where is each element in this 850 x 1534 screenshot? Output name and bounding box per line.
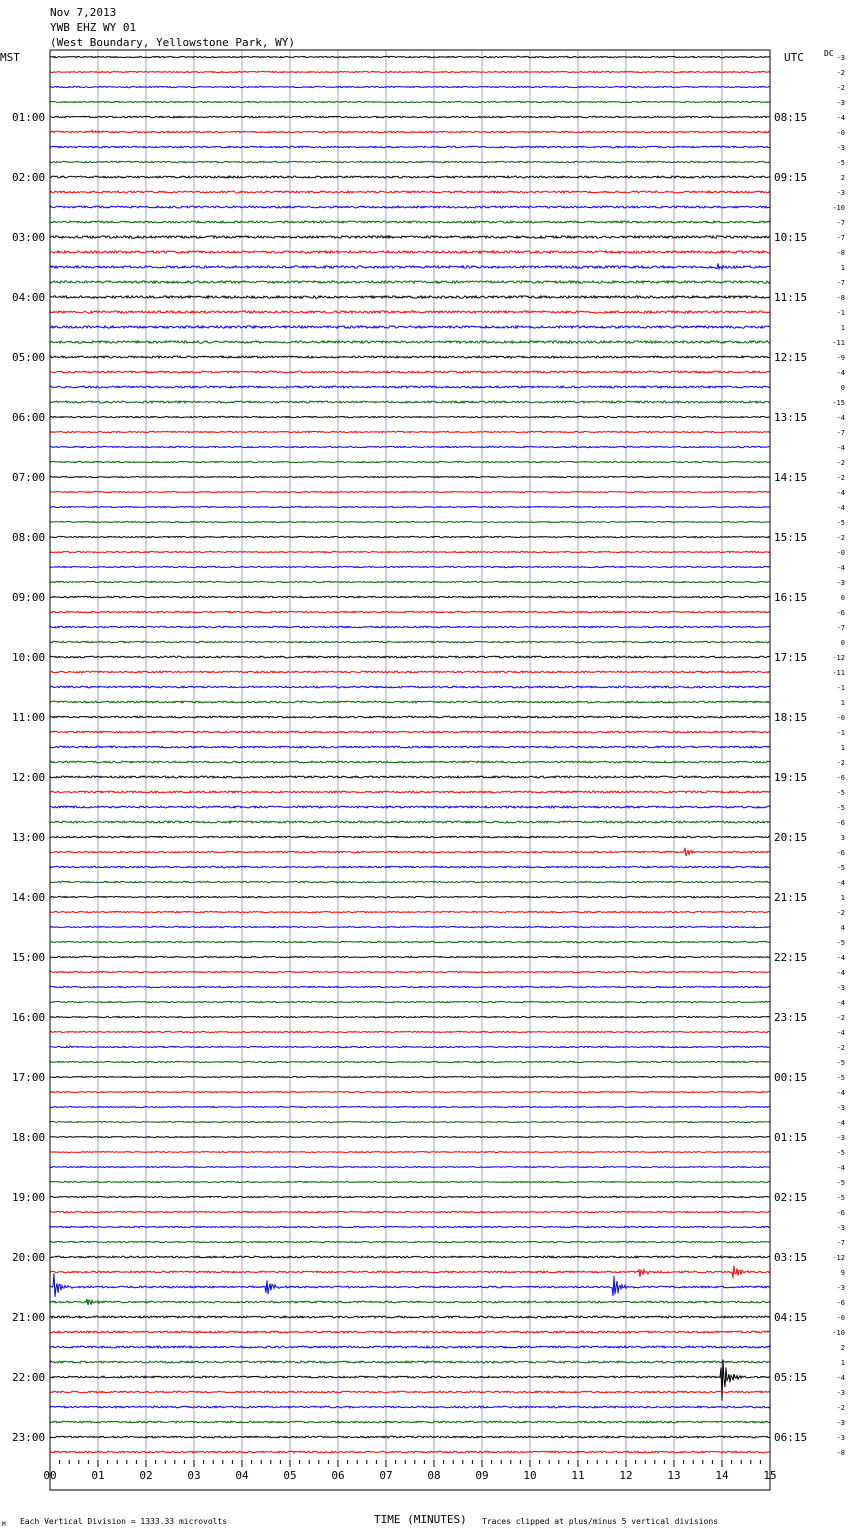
left-hour-label: 16:00 xyxy=(12,1011,46,1024)
dc-offset-value: 1 xyxy=(840,324,845,332)
right-hour-label: 14:15 xyxy=(774,471,808,484)
trace-row xyxy=(50,1077,770,1078)
dc-offset-value: -0 xyxy=(836,714,845,722)
dc-offset-value: -5 xyxy=(836,1149,845,1157)
dc-offset-value: -3 xyxy=(836,984,845,992)
trace-row xyxy=(50,1273,770,1297)
trace-row xyxy=(50,1001,770,1002)
trace-row xyxy=(50,446,770,447)
dc-offset-value: -5 xyxy=(836,159,845,167)
trace-row xyxy=(50,416,770,417)
dc-offset-value: -4 xyxy=(836,879,845,887)
left-hour-label: 08:00 xyxy=(12,531,46,544)
trace-row xyxy=(50,431,770,432)
x-axis-ticks xyxy=(43,1460,776,1482)
x-tick-label: 02 xyxy=(139,1469,153,1482)
dc-offset-value: 1 xyxy=(840,1359,845,1367)
trace-row xyxy=(50,86,770,87)
dc-offset-value: -11 xyxy=(832,339,845,347)
dc-offset-value: -7 xyxy=(836,1239,845,1247)
x-tick-label: 14 xyxy=(715,1469,729,1482)
trace-row xyxy=(50,1406,770,1408)
trace-row xyxy=(50,281,770,283)
dc-offset-value: 1 xyxy=(840,699,845,707)
trace-row xyxy=(50,492,770,493)
left-hour-label: 05:00 xyxy=(12,351,46,364)
dc-offset-value: -5 xyxy=(836,864,845,872)
dc-offset-value: -2 xyxy=(836,69,845,77)
trace-row xyxy=(50,221,770,223)
trace-row xyxy=(50,116,770,118)
trace-row xyxy=(50,848,770,856)
trace-row xyxy=(50,1299,770,1305)
dc-offset-value: 9 xyxy=(840,1269,845,1277)
trace-row xyxy=(50,941,770,942)
dc-offset-value: -9 xyxy=(836,354,845,362)
dc-offset-value: -3 xyxy=(836,99,845,107)
trace-row xyxy=(50,1107,770,1108)
dc-offset-value: -5 xyxy=(836,939,845,947)
trace-row xyxy=(50,671,770,673)
trace-row xyxy=(50,507,770,508)
trace-row xyxy=(50,1122,770,1123)
dc-offset-value: -7 xyxy=(836,429,845,437)
trace-row xyxy=(50,1211,770,1212)
trace-row xyxy=(50,1061,770,1062)
x-tick-label: 13 xyxy=(667,1469,681,1482)
right-hour-label: 23:15 xyxy=(774,1011,808,1024)
dc-offset-value: -2 xyxy=(836,459,845,467)
dc-offset-value: -6 xyxy=(836,1209,845,1217)
left-hour-label: 04:00 xyxy=(12,291,46,304)
trace-row xyxy=(50,401,770,403)
dc-offset-value: -11 xyxy=(832,669,845,677)
trace-row xyxy=(50,626,770,628)
x-axis-title: TIME (MINUTES) xyxy=(374,1513,467,1526)
left-hour-label: 06:00 xyxy=(12,411,46,424)
left-hour-label: 19:00 xyxy=(12,1191,46,1204)
trace-row xyxy=(50,776,770,778)
x-tick-label: 07 xyxy=(379,1469,393,1482)
trace-row xyxy=(50,986,770,987)
dc-offset-value: -2 xyxy=(836,909,845,917)
dc-offset-value: 1 xyxy=(840,894,845,902)
trace-row xyxy=(50,101,770,102)
trace-row xyxy=(50,386,770,388)
trace-row xyxy=(50,536,770,537)
trace-row xyxy=(50,56,770,57)
dc-offset-value: -3 xyxy=(836,1224,845,1232)
left-timezone-label: MST xyxy=(0,51,20,64)
trace-row xyxy=(50,1360,770,1401)
trace-row xyxy=(50,71,770,72)
dc-offset-value: -4 xyxy=(836,1119,845,1127)
dc-label: DC xyxy=(824,49,834,58)
trace-row xyxy=(50,551,770,552)
dc-offset-value: -7 xyxy=(836,624,845,632)
right-hour-label: 09:15 xyxy=(774,171,808,184)
trace-row xyxy=(50,1137,770,1138)
trace-row xyxy=(50,1241,770,1242)
right-hour-label: 15:15 xyxy=(774,531,808,544)
trace-row xyxy=(50,596,770,598)
x-tick-label: 03 xyxy=(187,1469,201,1482)
dc-offset-value: -6 xyxy=(836,819,845,827)
dc-offset-value: -5 xyxy=(836,789,845,797)
x-tick-label: 12 xyxy=(619,1469,633,1482)
right-hour-label: 20:15 xyxy=(774,831,808,844)
dc-offset-value: -6 xyxy=(836,609,845,617)
trace-row xyxy=(50,881,770,883)
dc-offset-value: -10 xyxy=(832,204,845,212)
trace-row xyxy=(50,761,770,763)
trace-row xyxy=(50,641,770,643)
left-hour-label: 17:00 xyxy=(12,1071,46,1084)
trace-row xyxy=(50,341,770,343)
trace-row xyxy=(50,296,770,298)
trace-row xyxy=(50,566,770,567)
left-hour-label: 02:00 xyxy=(12,171,46,184)
dc-offset-value: -5 xyxy=(836,519,845,527)
trace-row xyxy=(50,971,770,972)
dc-offset-value: -3 xyxy=(836,579,845,587)
dc-offset-value: -3 xyxy=(836,1104,845,1112)
right-hour-label: 12:15 xyxy=(774,351,808,364)
trace-row xyxy=(50,1331,770,1333)
dc-offset-value: -4 xyxy=(836,969,845,977)
trace-row xyxy=(50,461,770,462)
dc-offset-value: 1 xyxy=(840,744,845,752)
dc-offset-value: 4 xyxy=(840,924,845,932)
dc-offset-value: -12 xyxy=(832,1254,845,1262)
x-tick-label: 04 xyxy=(235,1469,249,1482)
x-tick-label: 09 xyxy=(475,1469,489,1482)
trace-row xyxy=(50,1196,770,1197)
right-hour-label: 21:15 xyxy=(774,891,808,904)
x-tick-label: 10 xyxy=(523,1469,537,1482)
dc-offset-value: -2 xyxy=(836,1044,845,1052)
trace-row xyxy=(50,130,770,133)
dc-offset-value: -2 xyxy=(836,474,845,482)
dc-offset-value: -3 xyxy=(836,1434,845,1442)
left-hour-label: 09:00 xyxy=(12,591,46,604)
dc-offset-value: -3 xyxy=(836,1389,845,1397)
dc-offset-value: -4 xyxy=(836,564,845,572)
dc-offset-value: -12 xyxy=(832,654,845,662)
trace-row xyxy=(50,1031,770,1032)
left-hour-label: 23:00 xyxy=(12,1431,46,1444)
right-hour-label: 00:15 xyxy=(774,1071,808,1084)
trace-row xyxy=(50,236,770,238)
x-tick-label: 05 xyxy=(283,1469,297,1482)
dc-offset-value: 1 xyxy=(840,264,845,272)
header-station: YWB EHZ WY 01 xyxy=(50,21,137,34)
trace-row xyxy=(50,1016,770,1017)
trace-row xyxy=(50,176,770,178)
trace-row xyxy=(50,1451,770,1453)
dc-offset-value: -4 xyxy=(836,489,845,497)
dc-offset-value: -4 xyxy=(836,1029,845,1037)
right-hour-label: 18:15 xyxy=(774,711,808,724)
dc-offset-value: -8 xyxy=(836,249,845,257)
dc-offset-value: -4 xyxy=(836,954,845,962)
dc-offset-value: -4 xyxy=(836,114,845,122)
dc-offset-value: -1 xyxy=(836,309,845,317)
dc-offset-value: 2 xyxy=(840,174,845,182)
dc-offset-value: -5 xyxy=(836,1179,845,1187)
right-hour-label: 06:15 xyxy=(774,1431,808,1444)
dc-offset-value: -1 xyxy=(836,729,845,737)
dc-offset-value: -6 xyxy=(836,774,845,782)
trace-row xyxy=(50,581,770,582)
x-tick-label: 00 xyxy=(43,1469,57,1482)
dc-offset-value: -2 xyxy=(836,1014,845,1022)
header-location: (West Boundary, Yellowstone Park, WY) xyxy=(50,36,296,49)
dc-offset-value: -7 xyxy=(836,279,845,287)
dc-offset-value: 0 xyxy=(840,384,845,392)
x-tick-label: 08 xyxy=(427,1469,441,1482)
footer-clip-note: Traces clipped at plus/minus 5 vertical divisions xyxy=(482,1517,719,1526)
dc-offset-value: -5 xyxy=(836,1059,845,1067)
trace-row xyxy=(50,911,770,912)
x-tick-label: 01 xyxy=(91,1469,105,1482)
trace-row xyxy=(50,161,770,163)
trace-row xyxy=(50,1421,770,1423)
right-hour-label: 22:15 xyxy=(774,951,808,964)
dc-offset-value: -8 xyxy=(836,294,845,302)
left-hour-label: 01:00 xyxy=(12,111,46,124)
seismic-traces xyxy=(50,56,770,1453)
x-tick-label: 15 xyxy=(763,1469,777,1482)
dc-offset-value: -3 xyxy=(836,1134,845,1142)
dc-offset-value: -0 xyxy=(836,549,845,557)
trace-row xyxy=(50,1226,770,1227)
right-hour-label: 11:15 xyxy=(774,291,808,304)
x-tick-label: 11 xyxy=(571,1469,585,1482)
left-hour-label: 21:00 xyxy=(12,1311,46,1324)
dc-offset-value: -3 xyxy=(836,189,845,197)
trace-row xyxy=(50,821,770,823)
trace-row xyxy=(50,522,770,523)
dc-offset-value: -10 xyxy=(832,1329,845,1337)
trace-row xyxy=(50,1256,770,1258)
trace-row xyxy=(50,731,770,733)
dc-offset-value: -8 xyxy=(836,1449,845,1457)
right-hour-label: 19:15 xyxy=(774,771,808,784)
trace-row xyxy=(50,1266,770,1279)
right-hour-label: 13:15 xyxy=(774,411,808,424)
dc-offset-value: -3 xyxy=(836,144,845,152)
dc-offset-value: -2 xyxy=(836,84,845,92)
right-hour-label: 04:15 xyxy=(774,1311,808,1324)
left-hour-label: 18:00 xyxy=(12,1131,46,1144)
right-hour-label: 01:15 xyxy=(774,1131,808,1144)
left-hour-label: 10:00 xyxy=(12,651,46,664)
trace-row xyxy=(50,656,770,658)
trace-row xyxy=(50,611,770,613)
dc-offset-value: -4 xyxy=(836,999,845,1007)
left-hour-label: 15:00 xyxy=(12,951,46,964)
dc-offset-value: -5 xyxy=(836,1074,845,1082)
dc-offset-value: -3 xyxy=(836,1284,845,1292)
trace-row xyxy=(50,806,770,808)
trace-row xyxy=(50,311,770,313)
dc-offset-value: -1 xyxy=(836,684,845,692)
trace-row xyxy=(50,251,770,253)
trace-row xyxy=(50,746,770,748)
dc-offset-value: -4 xyxy=(836,504,845,512)
right-hour-label: 05:15 xyxy=(774,1371,808,1384)
dc-offset-value: -7 xyxy=(836,234,845,242)
dc-offset-value: -4 xyxy=(836,414,845,422)
right-hour-label: 08:15 xyxy=(774,111,808,124)
trace-row xyxy=(50,701,770,703)
trace-row xyxy=(50,896,770,897)
trace-row xyxy=(50,1167,770,1168)
dc-offset-value: -4 xyxy=(836,444,845,452)
right-hour-label: 10:15 xyxy=(774,231,808,244)
trace-row xyxy=(50,686,770,688)
trace-row xyxy=(50,1391,770,1393)
dc-offset-value: 0 xyxy=(840,594,845,602)
trace-row xyxy=(50,1182,770,1183)
header-date: Nov 7,2013 xyxy=(50,6,117,19)
left-hour-label: 14:00 xyxy=(12,891,46,904)
footer-scale-note: Each Vertical Division = 1333.33 microvolts xyxy=(20,1517,228,1526)
trace-row xyxy=(50,326,770,328)
trace-row xyxy=(50,1346,770,1348)
dc-offset-value: -6 xyxy=(836,849,845,857)
right-timezone-label: UTC xyxy=(784,51,804,64)
dc-offset-value: -2 xyxy=(836,534,845,542)
trace-row xyxy=(50,371,770,373)
trace-row xyxy=(50,1361,770,1363)
right-hour-label: 02:15 xyxy=(774,1191,808,1204)
left-hour-label: 07:00 xyxy=(12,471,46,484)
dc-offset-value: 3 xyxy=(840,834,845,842)
trace-row xyxy=(50,1152,770,1153)
dc-offset-value: -4 xyxy=(836,1374,845,1382)
trace-row xyxy=(50,956,770,957)
trace-row xyxy=(50,791,770,793)
trace-row xyxy=(50,356,770,358)
left-hour-label: 13:00 xyxy=(12,831,46,844)
dc-offset-value: -0 xyxy=(836,129,845,137)
trace-row xyxy=(50,836,770,838)
left-hour-label: 20:00 xyxy=(12,1251,46,1264)
trace-row xyxy=(50,1316,770,1318)
dc-offset-value: -4 xyxy=(836,1089,845,1097)
dc-offset-value: -2 xyxy=(836,759,845,767)
dc-offset-value: -7 xyxy=(836,219,845,227)
left-hour-label: 03:00 xyxy=(12,231,46,244)
trace-row xyxy=(50,716,770,718)
x-tick-label: 06 xyxy=(331,1469,345,1482)
trace-row xyxy=(50,1092,770,1093)
left-hour-label: 12:00 xyxy=(12,771,46,784)
footer-corner-mark: M xyxy=(2,1521,6,1528)
dc-offset-value: -5 xyxy=(836,804,845,812)
trace-row xyxy=(50,206,770,208)
dc-offset-value: -3 xyxy=(836,1419,845,1427)
trace-row xyxy=(50,146,770,148)
trace-row xyxy=(50,926,770,927)
vertical-gridlines xyxy=(98,50,722,1460)
dc-offset-value: -4 xyxy=(836,1164,845,1172)
dc-offset-value: 2 xyxy=(840,1344,845,1352)
right-hour-label: 17:15 xyxy=(774,651,808,664)
trace-row xyxy=(50,191,770,193)
trace-row xyxy=(50,1436,770,1438)
trace-row xyxy=(50,264,770,270)
dc-offset-value: -3 xyxy=(836,54,845,62)
dc-offset-value: -6 xyxy=(836,1299,845,1307)
trace-row xyxy=(50,477,770,478)
dc-offset-value: 0 xyxy=(840,639,845,647)
dc-offset-value: -4 xyxy=(836,369,845,377)
dc-offset-value: -2 xyxy=(836,1404,845,1412)
dc-offset-column xyxy=(832,54,845,1457)
dc-offset-value: -5 xyxy=(836,1194,845,1202)
left-hour-label: 11:00 xyxy=(12,711,46,724)
dc-offset-value: -0 xyxy=(836,1314,845,1322)
left-hour-label: 22:00 xyxy=(12,1371,46,1384)
trace-row xyxy=(50,1046,770,1047)
right-hour-label: 03:15 xyxy=(774,1251,808,1264)
right-hour-label: 16:15 xyxy=(774,591,808,604)
dc-offset-value: -15 xyxy=(832,399,845,407)
trace-row xyxy=(50,866,770,868)
